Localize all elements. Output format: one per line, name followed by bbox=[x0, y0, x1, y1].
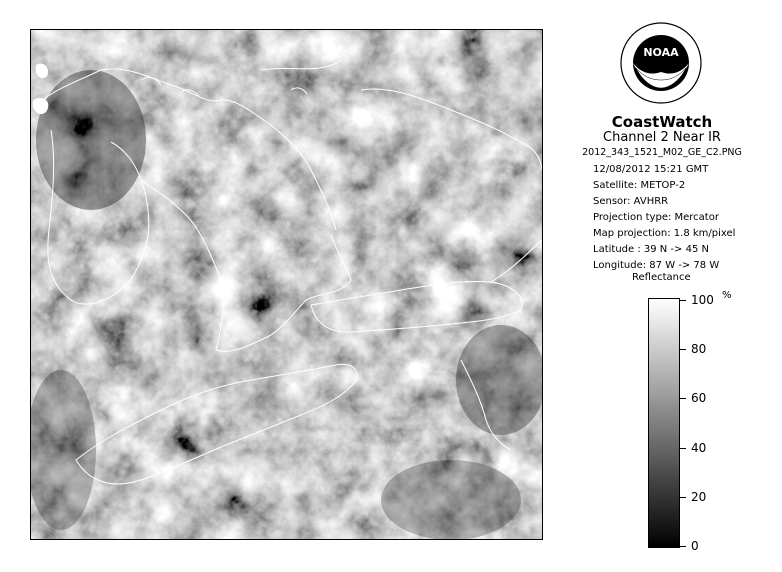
satellite-image bbox=[30, 29, 543, 540]
colorbar-tick bbox=[680, 398, 686, 399]
colorbar-tick-label: 0 bbox=[691, 539, 699, 553]
colorbar-tick-label: 40 bbox=[691, 440, 707, 455]
colorbar bbox=[648, 298, 680, 548]
colorbar-tick bbox=[680, 497, 686, 498]
colorbar-tick bbox=[680, 349, 686, 350]
colorbar-tick-label: 80 bbox=[691, 342, 707, 357]
colorbar-unit: % bbox=[722, 290, 732, 301]
longitude-label: Longitude: 87 W -> 78 W bbox=[593, 260, 720, 271]
colorbar-tick bbox=[680, 448, 686, 449]
satellite-image-canvas bbox=[31, 30, 542, 539]
channel-label: Channel 2 Near IR bbox=[603, 130, 721, 145]
colorbar-tick-label: 60 bbox=[691, 391, 707, 406]
colorbar-tick bbox=[680, 300, 686, 301]
satellite-label: Satellite: METOP-2 bbox=[593, 180, 686, 191]
colorbar-title: Reflectance bbox=[632, 272, 691, 283]
app-title: CoastWatch bbox=[611, 113, 713, 131]
filename-label: 2012_343_1521_M02_GE_C2.PNG bbox=[582, 147, 742, 158]
sensor-label: Sensor: AVHRR bbox=[593, 196, 669, 207]
dark-region-southeast bbox=[381, 460, 521, 539]
projection-type-label: Projection type: Mercator bbox=[593, 212, 719, 223]
latitude-label: Latitude : 39 N -> 45 N bbox=[593, 244, 709, 255]
logo-text: NOAA bbox=[643, 46, 679, 59]
noaa-logo bbox=[620, 22, 702, 104]
datetime-label: 12/08/2012 15:21 GMT bbox=[593, 164, 709, 175]
colorbar-tick-label: 100 bbox=[691, 293, 714, 307]
colorbar-tick bbox=[680, 546, 686, 547]
dark-region-east bbox=[456, 325, 542, 435]
colorbar-tick-label: 20 bbox=[691, 489, 707, 504]
map-projection-label: Map projection: 1.8 km/pixel bbox=[593, 228, 736, 239]
